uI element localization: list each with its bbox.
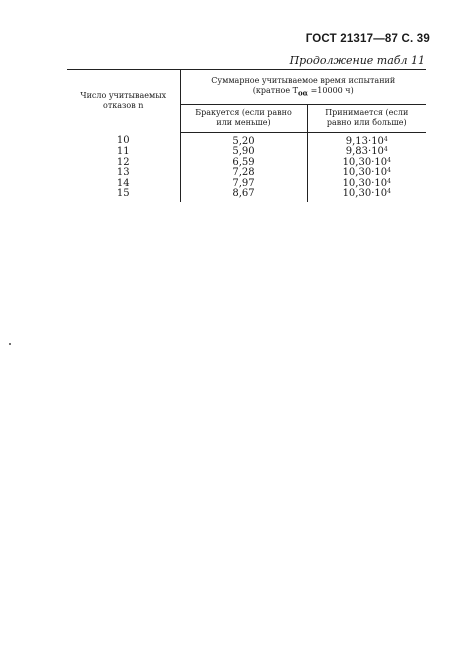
cell-reject: 5,20 [180,132,307,147]
cell-accept-mantissa: 10,30·10 [342,177,388,189]
cell-accept-mantissa: 10,30·10 [342,167,388,179]
table-row [67,132,426,147]
cell-accept-mantissa: 10,30·10 [342,188,388,200]
cell-n: 12 [116,156,130,168]
header-failures-count: Число учитываемых отказов n [67,70,180,133]
cell-accept-exponent: 4 [383,146,388,154]
cell-n: 10 [116,135,130,147]
data-table-container [67,69,426,202]
header-total-test-time [180,70,426,105]
cell-reject: 7,28 [180,168,307,179]
header-rejected: Бракуется (если равно или меньше) [180,105,307,132]
table-continuation-label: Продолжение табл 11 [289,54,425,67]
header-total-test-time-prefix: (кратное T [252,85,298,95]
page-header: ГОСТ 21317—87 С. 39 [305,33,430,45]
scan-speck [9,343,11,345]
cell-accept-mantissa: 9,13·10 [345,135,384,147]
header-total-test-time-line1: Суммарное учитываемое время испытаний [211,75,396,85]
cell-accept-exponent: 4 [387,177,391,185]
cell-n: 13 [116,167,130,179]
cell-accept-exponent: 4 [387,156,391,164]
cell-reject: 5,90 [180,147,307,158]
cell-n: 15 [116,188,130,200]
cell-accept [307,189,426,202]
header-subscript: оα [297,88,309,98]
cell-accept-mantissa: 10,30·10 [342,156,388,168]
header-total-test-time-suffix: =10000 ч) [308,85,354,95]
cell-reject: 7,97 [180,179,307,190]
cell-n: 14 [116,177,130,189]
cell-reject: 6,59 [180,158,307,169]
cell-accept-exponent: 4 [387,188,391,196]
cell-accept-exponent: 4 [383,135,388,143]
data-table [67,69,426,202]
header-accepted: Принимается (если равно или больше) [307,105,426,132]
cell-reject: 8,67 [180,189,307,202]
table-row [67,189,426,202]
cell-n: 11 [116,146,130,158]
cell-accept-exponent: 4 [387,167,391,175]
cell-accept-mantissa: 9,83·10 [345,146,384,158]
cell-accept [307,132,426,147]
